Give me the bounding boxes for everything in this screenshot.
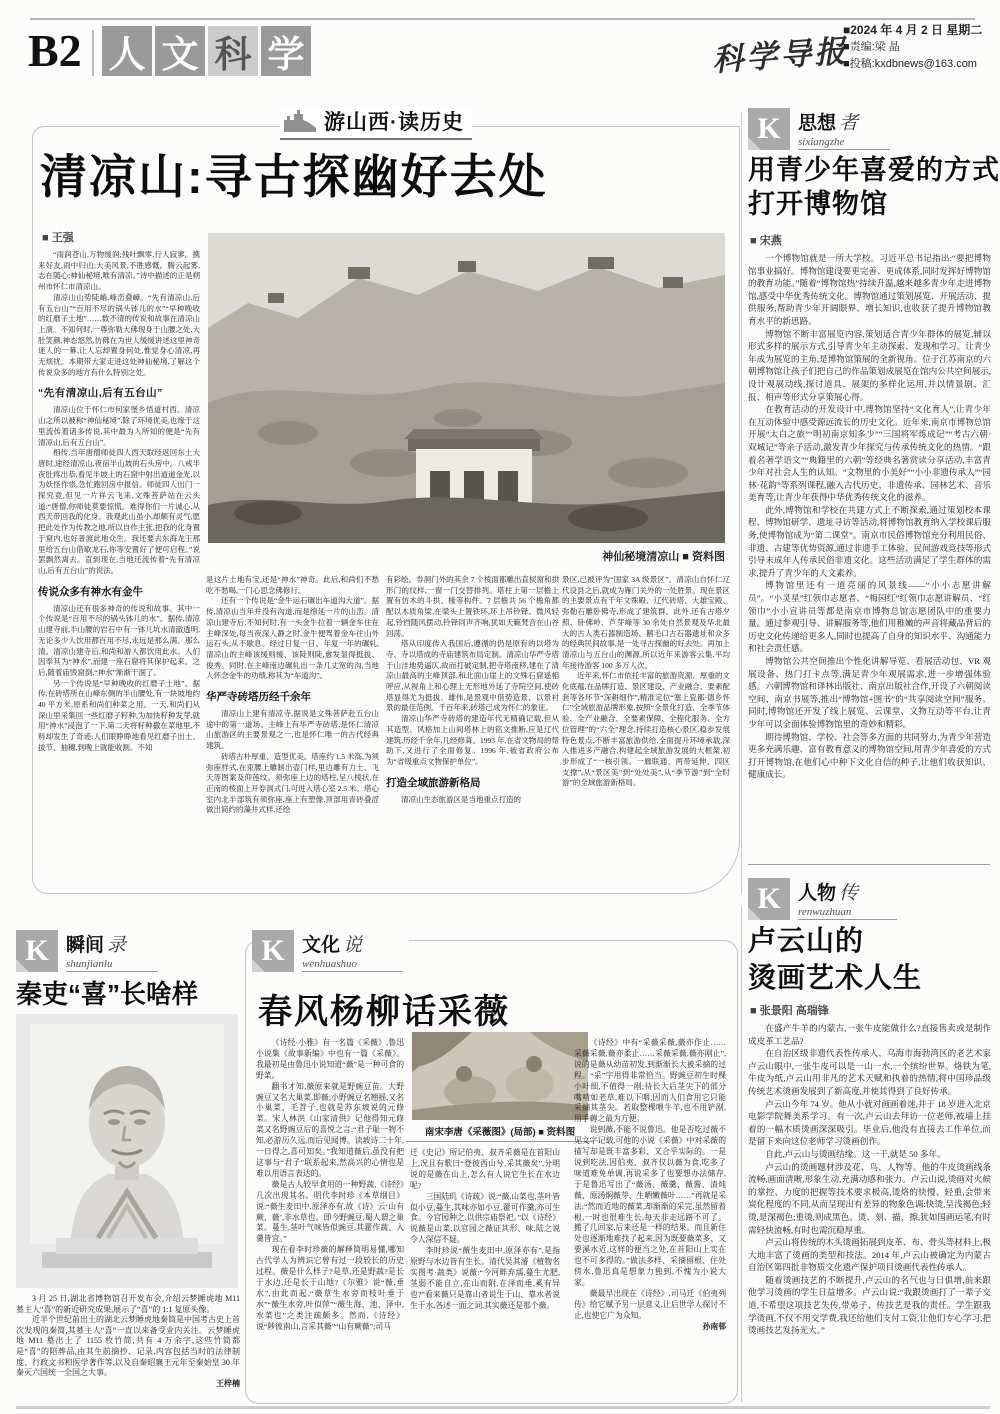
wenhuashuo-column-1 xyxy=(256,1038,404,1394)
bottom-rule xyxy=(16,1406,990,1409)
shunjianlu-paragraphs xyxy=(16,1294,240,1379)
paragraph: 相传,当年唐僧师徒四人西天取经返回东土大唐时,途经清凉山,夜宿半山坡的石头房中。八戒半夜肚疼出恭,看见半坡上的石窟中射出道道金光,以为妖怪作祟,急忙跑回房中报信。师徒四人出门一探究竟,但见一片祥云飞来,文殊菩萨站在云头道:“唐僧,你师徒莫要惊慌。难得你们一片诚心,从西天带回我的化身。我观此山虽小,却颇有灵气,愿把此处作为传教之地,所以自作主张,把我的化身置于窟内,也好普渡此地众生。我还要去东海龙王那里给五台山借歇龙石,你等安置好了便可启程。”说罢飘然离去。直到现在,当地还流传着“先有清凉山,后有五台山”的说法。 xyxy=(38,448,200,575)
paragraph: 另一个传说是“早种晚收的红磨子土地”。据传,在砖塔所在山峰东侧的半山腰处,有一块坡地约 40 平方米,原系和尚们种菜之用。一天,和尚们从深山里采集回一些红磨子籽种,为加快籽种发芽,就用“神水”浸泡了一下,第二天将籽种撒在菜地里,不料却发生了奇迹:人们眼睁睁地看见红磨子出土、拔节、抽穗,到晚上就能收割。不知 xyxy=(38,678,200,752)
section-pinyin: wenhuashuo xyxy=(302,957,403,972)
section-head-sixiangzhe xyxy=(748,108,890,150)
k-logo: K xyxy=(748,878,790,920)
wenhuashuo-column-3 xyxy=(574,1038,726,1394)
k-logo: K xyxy=(252,930,294,972)
paragraph: 在盛产牛羊的内蒙古,一张牛皮能做什么?直接售卖或是制作成皮革工艺品? xyxy=(748,1023,991,1046)
paragraph: 《诗经·小雅》有一名篇《采薇》,鲁迅小说集《故事新编》中也有一篇《采薇》。我最初是由鲁迅小说知道“薇”是一种可食的野菜。 xyxy=(256,1038,404,1080)
paragraph: 薇是古人较早食用的一种野蔬,《诗经》几次出现其名。明代李时珍《本草纲目》说:“薇生麦田中,原泽亦有,故《诗》云‘山有蕨、薇’,非水草也。即今野豌豆,蜀人谓之巢菜。蔓生,茎叶气味皆似豌豆,其藿作蔬、入羹皆宜。” xyxy=(256,1179,404,1244)
paragraph: 李时珍说“薇生麦田中,原泽亦有”,是指原野与水边皆有生长。清代吴其濬《植物名实图考·蔬类》说薇:“今河畔弃壖,蔓生尤肥,茎弱不能自立,在山而附,在泽而垂,奚有异也?”看来薇只是靠山者说生于山、靠水者说生于水,各述一面之词,其实薇还是那个薇。 xyxy=(410,1246,560,1310)
paragraph: 薇最早出现在《诗经》,司马迁《伯夷列传》给它赋予另一层意义,让后世学人探讨不止,也使它广为众知。 xyxy=(574,1288,726,1320)
paragraph: 清凉山还有很多神奇的传说和故事。其中一个传说是“百用不尽的锅头钵儿的水”。据传,清凉山建寺前,半山腰的岩石中有一钵儿坑水清澈透明,无论多少人饮用都百用不尽,永远是那么满、那么清。清凉山建寺后,和尚和游人都饮用此水。人们因奉其为“神水”,而建一座石窟将其保护起来。之后,随着庙毁窟倒,“神水”渐渐干涸了。 xyxy=(38,603,200,677)
main-photo-caption: 神仙秘境清凉山 ■ 资料图 xyxy=(602,551,725,563)
section-char: 学 xyxy=(261,26,311,76)
article-column-3 xyxy=(386,575,559,890)
section-tag: 瞬间 xyxy=(66,935,105,956)
renwuzhuan-headline xyxy=(748,922,922,996)
subhead-3: 华严寺砖塔历经千余年 xyxy=(206,691,311,704)
main-byline: ■ 王强 xyxy=(42,232,74,244)
paragraph: 在教育活动的开发设计中,博物馆坚持“文化育人”,让青少年在互动体验中感受源远流长的历史文化。近年来,南京市博物总馆开展“太白之旅”“明初南京知多少”“三国将军炼成记”“考古六朝·双城记”等亲子活动,激发青少年探究与传承传统文化的热情。“跟着名著学语文”“典籍里的六朝”等经典名著赏读分享活动,丰富青少年对社会人生的认知。“文物里的小美好”“小小非遗传承人”“园林·花韵”等系列课程,融入古代历史、非遗传承、园林艺术、音乐美育等,让青少年获得中华优秀传统文化的滋养。 xyxy=(748,404,991,503)
section-2-paragraphs xyxy=(38,604,200,754)
paragraph: 3 月 25 日,湖北省博物馆召开发布会,介绍云梦睡虎地 M11 墓主人“喜”的新近研究成果,展示了“喜”的 1:1 复原头像。 xyxy=(16,1294,240,1314)
section-char: 科 xyxy=(208,26,258,76)
paragraph: 博物馆里还有一道亮丽的风景线——“小小志愿讲解员”。“小灵星”红领巾志愿者、“梅园红”红领巾志愿讲解员、“红领巾”小小宣讲员等都是南京市博物总馆志愿团队中的重要力量。通过参观引导、讲解服务等,他们用稚嫩的声音将藏品背后的历史文化传递给更多人,同时也提高了自身的知识水平、沟通能力和社会责任感。 xyxy=(748,580,991,654)
wenhuashuo-col3-paragraphs xyxy=(574,1038,726,1322)
page-number: B2 xyxy=(28,25,82,76)
wenhuashuo-headline: 春风杨柳话采薇 xyxy=(258,993,510,1031)
headline-line: 用青少年喜爱的方式 xyxy=(748,155,1000,185)
paragraph: 现在看李时珍薇的解释简明易懂,哪知古代学人为辨识它曾有过一段较长的历史过程。薇是什么样子?是草,还是野蔬?是长于水边,还是长于山地?《尔雅》说“薇,垂水”,由此而起,“薇草生水旁而枝叶垂于水”“薇生水旁,叶似萍”“薇生海、池、泽中,水菜也”之类注疏颇多。然而,《诗经》说“陟彼南山,言采其薇”“山有蕨薇”;司马 xyxy=(256,1245,404,1331)
renwuzhuan-body xyxy=(748,1022,991,1402)
section-head-shunjianlu xyxy=(16,930,158,972)
continuation-paragraph: 有彩绘。券洞门外的其余 7 个棱面都雕出直棂窗和拱形门的纹样,一窗一门交替排列。塔柱上第一层檐上置有仿木的斗拱、椽等构件。7 层檐共 56 个檐角都配以木质角梁,在梁头上置铁环,环上吊铃铎。微风轻起,铃铛随风摆动,铃铎同声齐响,犹如天籁梵音在山谷回荡。 xyxy=(386,575,559,638)
section-tag: 文化 xyxy=(302,935,341,956)
section-4-paragraphs xyxy=(386,795,559,806)
header-divider xyxy=(92,30,94,76)
section-tag-script: 传 xyxy=(839,883,859,904)
paragraph: 塔从印度传入我国后,遵循的仍是原有的以塔为寺、寺以塔成的寺庙建筑布局定制。清凉山华严寺塔于山洼地势逼仄,故而打破定制,把寺塔南移,建在了清凉山最高的主峰顶部,和北面山崖上的文殊石窟遥相呼应,从视角上和心理上无形地外延了寺院空间,使砖塔显得尤为挺拔、雄伟,是景观中借势造景、以景衬景的最佳范例。千百年来,砖塔已成为怀仁的象征。 xyxy=(386,639,559,713)
section-tag: 人物 xyxy=(798,883,837,904)
paragraph: 说到薇,不能不说鲁迅。他是否吃过薇不见文字记载,可他的小说《采薇》中对采薇的描写却是既丰富多彩、又合乎实际的。一是说到吃法,因伯夷、叔齐仅以薇为食,吃多了味道难免单调,再说采多了也要想办法储存,于是鲁迅写出了“薇汤、薇羹、薇酱、清炖薇、原汤焖薇芽、生晒嫩薇叶……”再就是采法:“然而近地的薇菜,却渐渐的采完,虽然留着根,一时也很难生长,每天非走远路不可了。搬了几回家,后来还是一样的结果。而且新住处也逐渐地难找了起来,因为既要薇菜多、又要溪水近,这样的便当之处,在首阳山上实在也不可多得的。”做法多样、采摘留根、住处傍水,鲁迅真是想象力独到,不愧为小说大家。 xyxy=(574,1125,726,1287)
sixiangzhe-body xyxy=(748,252,991,858)
paragraph: 卢云山今年 74 岁。他从小就对画画着迷,并于 18 岁进入北京电影学院舞美系学习。有一次,卢云山去拜访一位老师,被墙上挂着的一幅木质烫画深深吸引。毕业后,他没有直接去工作单位,而是留下来向这位老师学习烫画创作。 xyxy=(748,1098,991,1147)
paragraph: 翻书才知,薇原来就是野豌豆苗。大野豌豆又名大巢菜,即薇;小野豌豆名翘摇,又名小巢菜、毛苕子,也就是苏东坡说的元修菜。宋人林洪《山家清供》记他得知元修菜又名野豌豆后的喜悦之言:“君子耻一物不知,必游历久远,而后见闻博。读坡诗二十年,一日得之,喜可知矣。”我知道薇后,虽没有把这事与“君子”联系起来,然高兴的心情也是难以用语言表达的。 xyxy=(256,1081,404,1178)
article-column-2 xyxy=(206,575,379,890)
renwuzhuan-byline: ■ 张景阳 高瑞锋 xyxy=(750,1005,829,1017)
sixiangzhe-byline: ■ 宋燕 xyxy=(750,235,782,247)
subhead-4: 打造全域旅游新格局 xyxy=(386,776,481,789)
column-3-paragraphs xyxy=(386,639,559,767)
subhead-2: 传说众多有神水有金牛 xyxy=(38,585,143,598)
section-rule xyxy=(748,864,990,865)
section-pinyin: shunjianlu xyxy=(66,957,158,972)
main-headline: 清凉山:寻古探幽好去处 xyxy=(40,150,548,203)
continuation-paragraph: 是这片土地有宝,还是“神水”神奇。此后,和尚们不愁吃不愁喝,一门心思念佛修行。 xyxy=(206,575,379,595)
section-tag-script: 录 xyxy=(107,935,127,956)
paragraph: 清凉山位于怀仁市何家堡乡悟道村西。清凉山之所以被称“神仙秘境”,除了环境优美,也缘于这里流传着诸多传说,其中最为人所知的便是“先有清凉山,后有五台山”。 xyxy=(38,405,200,447)
section-tag-script: 者 xyxy=(839,113,859,134)
paragraph: 清凉山山势陡峭,峰峦叠嶂。“先有清凉山,后有五台山”“百用不尽的锅头钵儿的水”“早种晚收的红磨子土地”……数不清的传说和故事在清凉山上演。不知何时,一尊弥勒大佛现身于山腰之处,大肚笑颜,神态悠然,仿佛在为世人缓缓讲述这里神奇迷人的一幕,让人忘却置身何处,惟觉身心清凉,再无烦扰。本期带大家走进这处神仙秘境,了解这个传说众多的地方有什么特别之处。 xyxy=(38,292,200,377)
section-char: 文 xyxy=(155,26,205,76)
header-rule xyxy=(30,18,975,20)
paragraph: 自此,卢云山与烫画结缘。这一干,就是 50 多年。 xyxy=(765,1148,946,1159)
paragraph: 清凉山生态旅游区是当地重点打造的 xyxy=(401,794,521,804)
paragraph: 博物馆公共空间推出个性化讲解导览、看展活动包、VR 观展设备、热门打卡点等,满足青少年观展需求,进一步增强体验感。六朝博物馆和译林出版社、南京出版社合作,开设了六朝阅读空间、南京书展等,推出“博物馆+图书”的“共享阅读空间”服务。同时,博物馆还开发了线上展览、云课堂、文物互动等平台,让青少年可以全面体验博物馆里的奇妙和精彩。 xyxy=(748,656,991,729)
author-signature: 孙南邨 xyxy=(702,1321,726,1331)
paragraph: 近年来,怀仁市依托丰富的旅游资源、厚重的文化底蕴,在品牌打造、景区建设、产业融合、要素配套等各环节“深耕细作”,精准定位“塞上瓷都·德乡怀仁”全域旅游品牌形象,按照“全景化打造、全季节体验、全产业融合、全要素保障、全程化服务、全方位管理”的“六全”理念,持续打造核心景区,稳步发展特色景点,不断丰富旅游供给,全面提升环境承载,深入推进多产融合,构建起全域旅游发展的大框架,初步形成了“一核引领、一廊联通、两带延伸、四区支撑”,从“景区美”到“处处美”,从“季节游”到“全时游”的全域旅游新格局。 xyxy=(562,671,730,788)
author-signature: 王梓楠 xyxy=(216,1378,240,1388)
k-logo: K xyxy=(16,930,58,972)
paragraph: 随着烫画技艺的不断提升,卢云山的名气也与日俱增,前来跟他学习烫画的学生日益增多。卢云山说:“我跟烫画打了一辈子交道,不希望这项技艺失传,带弟子、传技艺是我的责任。学生跟我学烫画,不仅不用交学费,我还给他们支付工资,让他们专心学习,把烫画技艺发扬光大。” xyxy=(748,1274,991,1336)
paragraph: 《诗经》中有“采薇采薇,薇亦作止……采薇采薇,薇亦柔止……采薇采薇,薇亦刚止”,说的是薇从幼苗初发,到渐渐长大被采摘的过程。“采”字用得非常恰当。野豌豆初生时棵小叶细,不值得一剐;待长大后茎尖下的部分嘴啃如老草,难以下咽,因而人们食用它只能采摘其茎尖。若取整棵喂牛羊,也不用铲剐,用手薅之最为方便。 xyxy=(574,1038,726,1124)
publication-info xyxy=(843,22,993,73)
publication-date: ■2024 年 4 月 2 日 星期二 xyxy=(843,23,983,37)
section-tag: 思想 xyxy=(798,113,837,134)
section-tag-script: 说 xyxy=(343,935,363,956)
paragraph: 博物馆不断丰富展览内容,策划适合青少年群体的展览,辅以形式多样的展示方式,引导青少年主动探索、发现和学习。让青少年成为展览的主角,是博物馆策展的全新视角。位于江苏南京的六朝博物馆让孩子们把自己的作品策划成展览在馆内公共空间展示,设计观展动线,探讨道具、展架的多样化运用,并以情景剧、汇报、相声等形式分享策展心得。 xyxy=(748,328,991,402)
paragraph: 卢云山将传统的木头烫画拓展到皮革、布、骨头等材料上,极大地丰富了烫画的类型和技法。2014 年,卢云山被确定为内蒙古自治区第四批非物质文化遗产保护项目烫画代表性传承人。 xyxy=(748,1237,991,1273)
paragraph: 卢云山的烫画题材涉及花、鸟、人物等。他的牛皮烫画线条流畅,画面清晰,形象生动,充满动感和张力。卢云山说,烫画对火候的掌控、力度的把握等技术要求极高,烫烙的快慢、轻重,会带来炭化程度的不同,从而呈现出有差异的物象色调:快烫,呈浅褐色;轻烫,是深褐色;重烫,则成黑色。烫、刻、描、擦,犹如国画运笔,有时需轻快流畅,有时也需沉稳厚重。 xyxy=(748,1161,991,1235)
masthead-logo: 科学导报 xyxy=(711,33,850,78)
subhead-1: “先有清凉山,后有五台山” xyxy=(38,387,163,400)
wenhuashuo-column-2 xyxy=(410,1148,560,1394)
paragraph: 砖塔古朴厚重、造型优美。塔座约 1.5 米高,为须弥座样式,在束腰上雕制出壶门样,里边雕有力士、飞天等图案及仰莲纹。须弥座上边的塔柱,呈八棱状,在正南的棱面上开券洞式门,可进入塔心室 2.5 米。塔心室内北半部筑有须弥座,座上有塑像,顶部用青砖叠涩做出简约的藻井式样,还绘 xyxy=(206,751,379,815)
shunjianlu-body xyxy=(16,1294,240,1404)
column-2-paragraphs xyxy=(206,596,379,682)
editor-line: ■责编:梁 晶 xyxy=(843,41,900,53)
paragraph: 期待博物馆、学校、社会等多方面的共同努力,为青少年营造更多充满乐趣、富有教育意义的博物馆空间,用青少年喜爱的方式打开博物馆,在他们心中种下文化自信的种子,让他们收获知识、健康成长。 xyxy=(748,731,991,780)
paragraph: 三国陆玑《诗疏》说:“薇,山菜也,茎叶皆似小豆,蔓生,其味亦如小豆,藿可作羹,亦可生食。今官园种之,以供宗庙祭祀。”以《诗经》说薇是山菜,以官园之薇证其形、味,陆之说令人深信不疑。 xyxy=(410,1191,560,1245)
headline-line: 卢云山的 xyxy=(748,925,865,956)
intro-paragraphs xyxy=(38,250,200,378)
shunjianlu-headline: 秦吏“喜”长啥样 xyxy=(16,979,199,1009)
paragraph: 清凉山华严寺砖塔的建造年代无精确记载,但从其造型、风格加上山间塔林上的铭文推断,应是辽代建筑,历经千余年,几经修葺。1993 年,在省文物局的帮助下,又进行了全面修复。1996 年,被省政府公布为“省级重点文物保护单位”。 xyxy=(386,714,559,766)
paragraph: 近半个世纪前出土的湖北云梦睡虎地秦简是中国考古史上首次发现的秦简,其墓主人“喜”一直以来备受业内关注。云梦睡虎地 M11 墓出土了 1155 枚竹简,共有 4 万余字,这些竹简都是“喜”的陪葬品,由其生前摘抄、记录,内容包括当时的法律制度、行政文书和医学著作等,以及自秦昭襄王元年至秦始皇 30 年秦灭六国统一全国之大事。 xyxy=(16,1315,240,1378)
bust-photo xyxy=(16,1014,238,1288)
section-head-renwuzhuan xyxy=(748,878,897,920)
paragraph: 此外,博物馆和学校在共建方式上不断探索,通过策划校本课程、博物馆研学、遗址寻访等活动,将博物馆教育纳入学校课后服务,使博物馆成为“第二课堂”。南京市民俗博物馆充分利用民俗、非遗、古建等优势资源,通过非遗手工体验、民间游戏竞技等形式引导未成年人传承民俗非遗文化。这些活动满足了学生群体的需求,提升了青少年的人文素养。 xyxy=(748,504,991,578)
caiwei-painting xyxy=(412,1032,588,1120)
column-divider xyxy=(741,906,742,1402)
column-divider xyxy=(741,112,742,894)
contribute-line: ■投稿:kxdbnews@163.com xyxy=(843,58,977,70)
headline-line: 烫画艺术人生 xyxy=(748,962,923,993)
paragraph: 清凉山上建有清凉寺,据说是文殊菩萨赴五台山途中的第一道场。主峰上有华严寺砖塔,是怀仁清凉山旅游区的主要景观之一,也是怀仁唯一的古代经典建筑。 xyxy=(206,709,379,751)
article-column-1 xyxy=(38,250,200,890)
paragraph: 还有一个传说是“金牛运石碾出车道沟大道”。据传,清凉山当年并没有沟道,而是绵延一片的山峦。清凉山建寺后,不知何时,有一头金牛拉着一辆金车住在主峰深处,每当夜深人静之时,金牛便驾着金车往山外运石头,从不歇息。经过日复一日、年复一年的碾轧,清凉山的主峰该缓则缓、该陡则陡,愈发显得挺拔、俊秀。同时,在主峰南边碾轧出一条几丈宽的沟,当地人怀念金牛的功绩,称其为“车道沟”。 xyxy=(206,596,379,681)
section-1-paragraphs xyxy=(38,405,200,576)
section-char: 人 xyxy=(102,26,152,76)
continuation-paragraph: 景区,已被评为“国家 3A 级景区”。清凉山自怀仁辽代设县之后,就成为雁门关外的一处胜景。现在景区的主要景点有千年文殊殿、辽代砖塔、大雄宝殿、弥勒石雕卧佛寺,形成了建筑群。此外,还有古塔夕照、卧佛岭、芦芽峰等 30 余处自然景观及华北最大的古人类石器制造场、鹅毛口古石器遗址和众多的经典民间故事,是一处寻古探幽的好去处。再加上清凉山与五台山的渊源,所以近年来游客云集,平均年接待游客 100 多万人次。 xyxy=(562,575,730,670)
great-wall-icon xyxy=(282,108,318,134)
wenhuashuo-col2-paragraphs xyxy=(410,1192,560,1312)
headline-line: 打开博物馆 xyxy=(748,189,888,219)
paragraph: 在自治区级非遗代表性传承人、乌海市海勃湾区的老艺术家卢云山眼中,一张牛皮可以是一山一水,一个缤纷世界。烙铁为笔,牛皮为纸,卢云山用非凡的艺术天赋和执着的热情,将中国珍品级传统艺术烫画发展到了新高度,并使其得到了良好传承。 xyxy=(748,1048,991,1096)
k-logo: K xyxy=(748,108,790,150)
section-title xyxy=(102,26,314,76)
paragraph: 一个博物馆就是一所大学校。习近平总书记指出:“要把博物馆事业搞好。博物馆建设要更完善、更成体系,同时发挥好博物馆的教育功能。”随着“博物馆热”持续升温,越来越多青少年走进博物馆,感受中华优秀传统文化。博物馆通过策划展览、开展活动、提供服务,帮助青少年开阔眼界、增长知识,也收获了提升博物馆教育水平的新思路。 xyxy=(748,253,991,326)
section-pinyin: renwuzhuan xyxy=(798,905,897,920)
painting-caption: 南宋李唐《采薇图》(局部) ■ 资料图 xyxy=(406,1124,594,1142)
section-3-paragraphs xyxy=(206,709,379,816)
column-4-paragraphs xyxy=(562,671,730,789)
column-flag xyxy=(280,106,472,140)
section-pinyin: sixiangzhe xyxy=(798,135,890,150)
column-flag-label: 游山西·读历史 xyxy=(324,111,464,134)
paragraph: “雨润苍山,万物缓润;残叶飘零,行人寂寥。携来好友,雨中归山;大美风景,不胜感慨。腾云起雾,志在随心;神仙秘境,唯有清凉。”诗中描述的正是朔州市怀仁市清凉山。 xyxy=(38,250,200,292)
sixiangzhe-headline xyxy=(748,153,1000,221)
continuation-paragraph: 迁《史记》所记伯夷、叔齐采薇是在首阳山上,况且有歌曰“登彼西山兮,采其薇矣”,分明说的是薇在山上,怎么有人说它生长在水边呢? xyxy=(410,1148,560,1190)
article-column-4 xyxy=(562,575,730,890)
section-head-wenhuashuo xyxy=(252,930,409,972)
main-photo xyxy=(208,233,725,543)
